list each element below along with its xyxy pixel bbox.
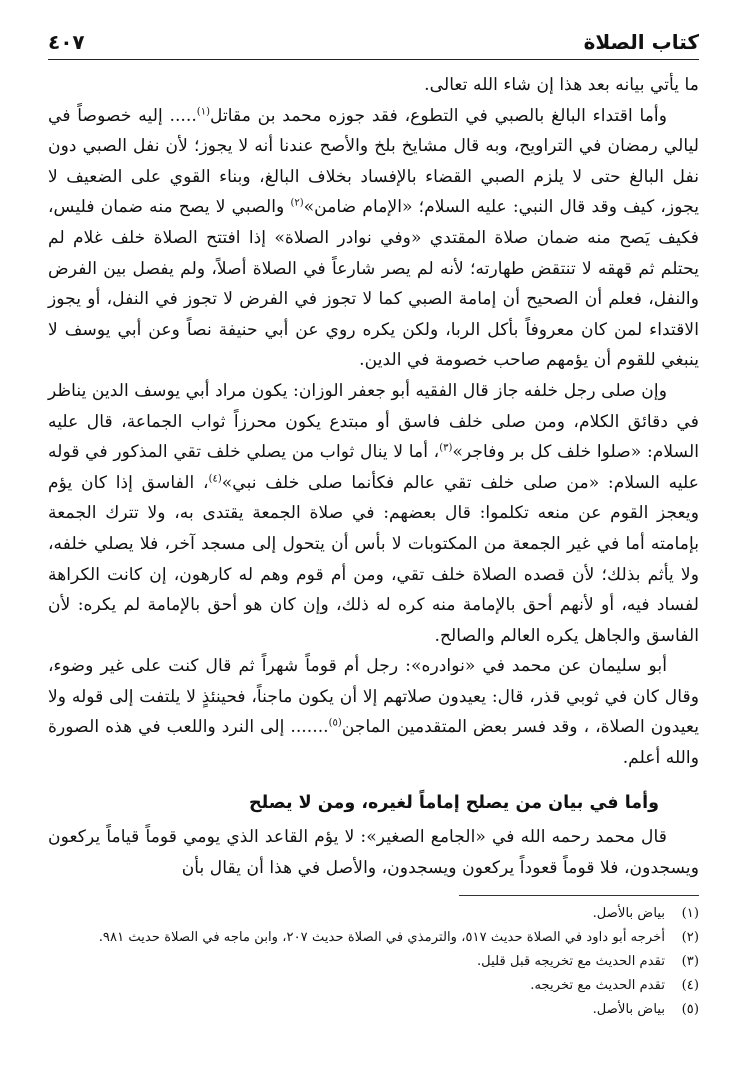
footnote-separator: [459, 895, 699, 896]
running-title: كتاب الصلاة: [583, 30, 699, 54]
paragraph-2-part-b: ..... إليه خصوصاً في ليالي رمضان في التراويح، وبه قال مشايخ بلخ والأصح عندنا أنه لا يجوز؛ لأن نفل الصبي دون نفل البالغ حتى لا يلزم الصبي القضاء بالإفساد بخلاف البالغ، وبناء القوي على الضعيف لا يجوز، كيف وقد قال النبي: عليه السلام؛ «الإمام ضامن»: [48, 105, 699, 218]
footnote-number: (٥): [681, 1002, 699, 1017]
footnote: [48, 950, 699, 974]
footnotes: [48, 902, 699, 1022]
paragraph-3: [48, 376, 699, 651]
footnote-marker-1: (١): [196, 105, 210, 117]
header-rule: [48, 59, 699, 60]
footnote-text: أخرجه أبو داود في الصلاة حديث ٥١٧، والترمذي في الصلاة حديث ٢٠٧، وابن ماجه في الصلاة حديث ٩٨١.: [98, 930, 665, 945]
footnote-number: (٣): [681, 954, 699, 969]
section-heading: وأما في بيان من يصلح إماماً لغيره، ومن لا يصلح: [249, 792, 659, 813]
footnote-number: (٢): [681, 930, 699, 945]
paragraph-5: قال محمد رحمه الله في «الجامع الصغير»: لا يؤم القاعد الذي يومي قوماً قياماً يركعون ويسجدون، فلا قوماً قعوداً يركعون ويسجدون، والأصل في هذا أن يقال بأن: [48, 827, 699, 878]
footnote-text: تقدم الحديث مع تخريجه قبل قليل.: [476, 954, 665, 969]
footnote-marker-5: (٥): [328, 717, 342, 729]
footnote-number: (١): [681, 906, 699, 921]
paragraph-4-part-a: أبو سليمان عن محمد في «نوادره»: رجل أم قوماً شهراً ثم قال كنت على غير وضوء، وقال كان في ثوبي قذر، قال: يعيدون صلاتهم إلا أن يكون ماجناً، فحينئذٍ لا يلتفت إلى قوله ولا يعيدون الصلاة، ، وقد فسر بعض المتقدمين الماجن: [48, 656, 699, 738]
footnote-number: (٤): [681, 978, 699, 993]
paragraph-2: [48, 101, 699, 376]
paragraph-3-part-c: ، الفاسق إذا كان يؤم ويعجز القوم عن منعه تكلموا: قال بعضهم: في صلاة الجمعة يقتدى به، ولا تترك الجمعة بإمامته أما في غير الجمعة من المكتوبات لا بأس أن يتحول إلى مسجد آخر، فلا يصلي خلفه، ولا يأثم بذلك؛ لأن قصده الصلاة خلف تقي، ومن أم قوم وهم له كارهون، إن كانت الكراهة لفساد فيه، أو لأنهم أحق بالإمامة منه كره له ذلك، وإن كان هو أحق بالإمامة لم يكره: لأن الفاسق والجاهل يكره العالم والصالح.: [48, 472, 699, 646]
footnote-marker-2: (٢): [290, 197, 304, 209]
paragraph-1: ما يأتي بيانه بعد هذا إن شاء الله تعالى.: [424, 75, 699, 95]
footnote-marker-4: (٤): [208, 472, 222, 484]
footnote: [48, 902, 699, 926]
paragraph-3-part-a: وإن صلى رجل خلفه جاز قال الفقيه أبو جعفر الوزان: يكون مراد أبي يوسف الدين يناظر في دقائق الكلام، ومن صلى خلف فاسق أو مبتدع يكون محرزاً ثواب الجماعة، قال عليه السلام: «صلوا خلف كل بر وفاجر»: [48, 380, 699, 463]
footnote-text: بياض بالأصل.: [592, 906, 665, 921]
paragraph-2-part-c: والصبي لا يصح منه ضمان فليس، فكيف يَصح منه ضمان صلاة المقتدي «وفي نوادر الصلاة» إذا افتتح الصلاة خلف غلام لم يحتلم ثم قهقه لا تنتقض طهارته؛ لأنه لم يصر شارعاً في الصلاة أصلاً، ولم يفصل بين الفرض والنفل، فعلم أن الصحيح أن إمامة الصبي كما لا تجوز في الفرض لا تجوز في النفل، أو يجوز الاقتداء لمن كان معروفاً بأكل الربا، ولكن يكره روي عن أبي حنيفة نصاً وعن أبي يوسف لا ينبغي للقوم أن يؤمهم صاحب خصومة في الدين.: [48, 197, 699, 371]
paragraph-2-part-a: وأما اقتداء البالغ بالصبي في التطوع، فقد جوزه محمد بن مقاتل: [209, 105, 667, 126]
footnote-text: تقدم الحديث مع تخريجه.: [530, 978, 665, 993]
footnote-marker-3: (٣): [439, 442, 453, 454]
paragraph-3-part-b: ، أما لا ينال ثواب من يصلي خلف تقي المذكور في قوله عليه السلام: «من صلى خلف تقي عالم فكأنما صلى خلف نبي»: [48, 442, 699, 493]
footnote: [48, 998, 699, 1022]
main-text: [48, 70, 699, 883]
footnote-text: بياض بالأصل.: [592, 1002, 665, 1017]
paragraph-4: [48, 651, 699, 773]
paragraph-4-part-b: ....... إلى النرد واللعب في هذه الصورة والله أعلم.: [48, 717, 699, 769]
footnote: [48, 926, 699, 950]
page-header: [48, 26, 699, 60]
page-number: ٤٠٧: [48, 30, 85, 54]
footnote: [48, 974, 699, 998]
